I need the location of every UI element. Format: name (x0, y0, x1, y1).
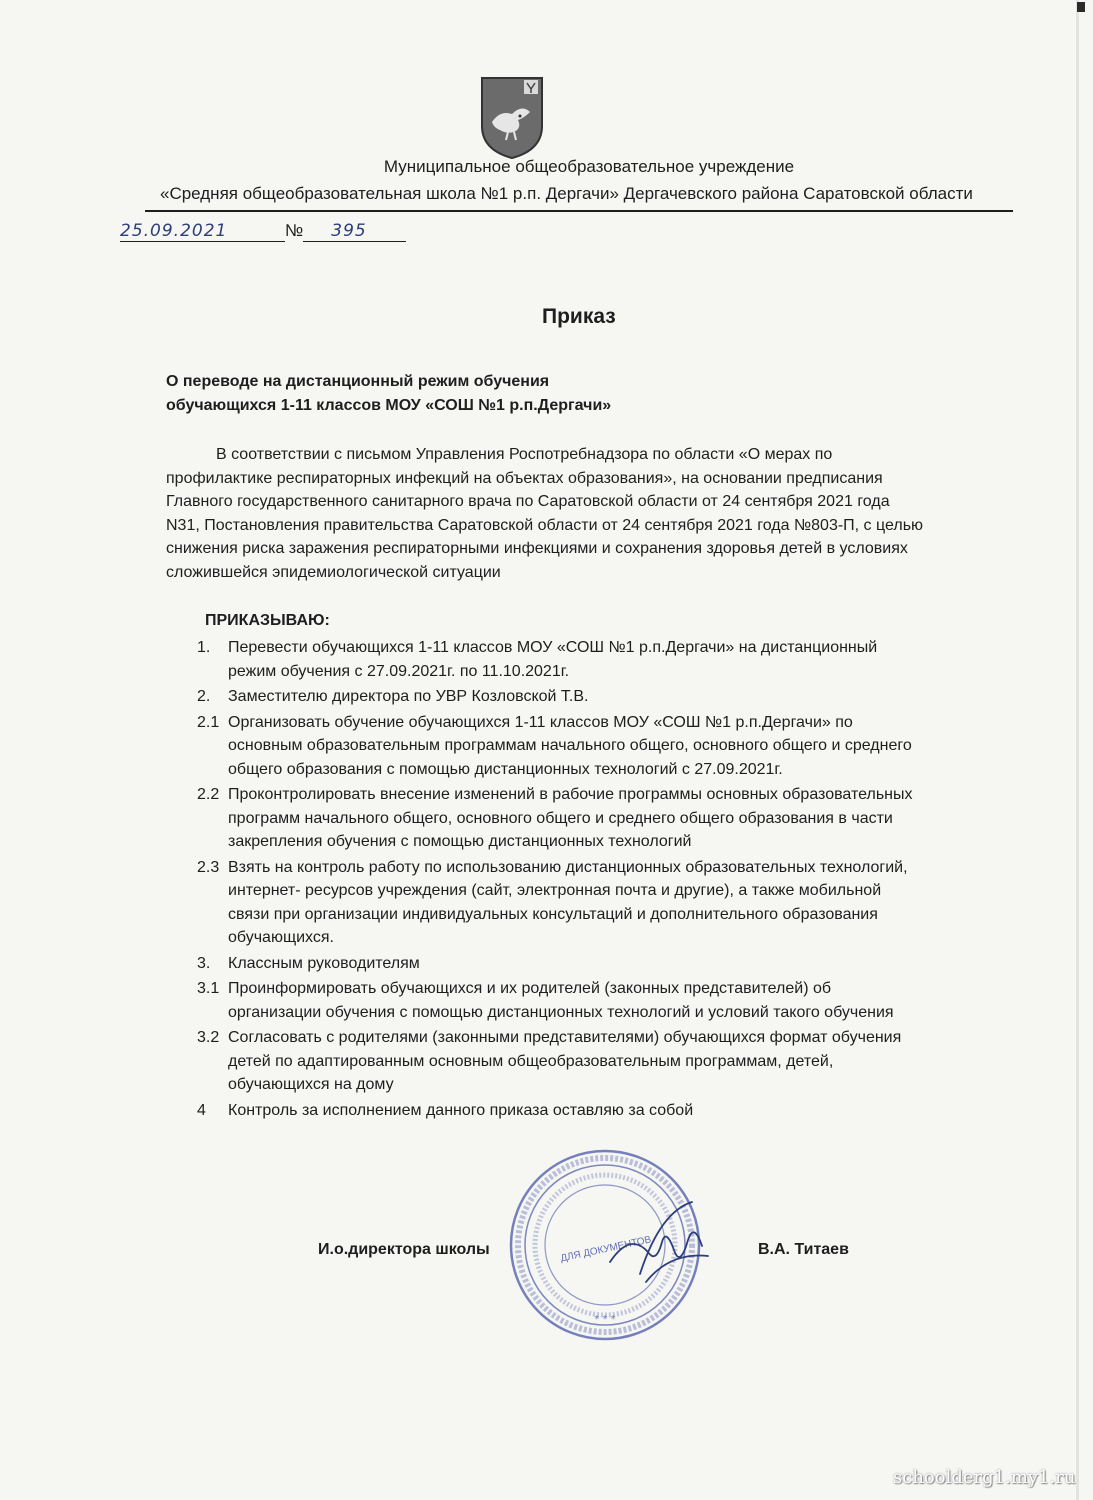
order-item-text (228, 952, 1093, 976)
order-item-line: обучающихся на дому (228, 1076, 394, 1093)
order-item-line: Перевести обучающихся 1-11 классов МОУ «СОШ №1 р.п.Дергачи» на дистанционный (228, 639, 878, 656)
order-item-number: 4 (197, 1101, 206, 1119)
preamble-line: снижения риска заражения респираторными инфекциями и сохранения здоровья детей в условиях (166, 540, 908, 557)
order-item-text (228, 856, 1093, 950)
order-item-number: 3.2 (197, 1029, 220, 1046)
handwritten-signature-icon (600, 1192, 720, 1312)
order-date-field (120, 221, 285, 242)
order-date: 25.09.2021 (120, 221, 228, 241)
order-item-line: детей по адаптированным основным общеобразовательным программам, детей, (228, 1052, 834, 1070)
order-item (0, 783, 1093, 854)
order-item-number: 2.1 (197, 713, 220, 731)
order-item-number: 3.1 (197, 980, 220, 997)
preamble-line: сложившейся эпидемиологической ситуации (166, 563, 501, 581)
order-item (0, 685, 1093, 709)
organization-name: «Средняя общеобразовательная школа №1 р.п. Дергачи» Дергачевского района Саратовской области (160, 184, 973, 203)
order-item-text (228, 1099, 1093, 1123)
order-item-line: Контроль за исполнением данного приказа оставляю за собой (228, 1101, 694, 1119)
order-item (0, 636, 1093, 683)
order-item-line: режим обучения с 27.09.2021г. по 11.10.2021г. (228, 662, 570, 680)
order-number-field (303, 221, 406, 242)
site-watermark: schoolderg1.my1.ru (893, 1467, 1076, 1488)
seal-center-text: ДЛЯ ДОКУМЕНТОВ (559, 1234, 653, 1265)
order-item-number: 2. (197, 688, 211, 705)
order-item-line: обучающихся. (228, 929, 334, 946)
order-item (0, 977, 1093, 1024)
order-item-line: Взять на контроль работу по использованию дистанционных образовательных технологий, (228, 858, 908, 876)
order-item-line: закрепления обучения с помощью дистанционных технологий (228, 833, 692, 850)
order-item-line: Организовать обучение обучающихся 1-11 классов МОУ «СОШ №1 р.п.Дергачи» по (228, 713, 853, 731)
order-item-text (228, 783, 1093, 854)
preamble (166, 443, 923, 584)
order-item-number: 2.2 (197, 786, 220, 803)
order-item-text (228, 711, 1093, 782)
order-item-line: Согласовать с родителями (законными представителями) обучающихся формат обучения (228, 1029, 902, 1046)
order-item-line: связи при организации индивидуальных консультаций и дополнительного образования (228, 905, 878, 923)
order-item-number: 3. (197, 954, 211, 972)
preamble-line: N31, Постановления правительства Саратовской области от 24 сентября 2021 года №803-П, с целью (166, 516, 924, 534)
number-label: № (285, 221, 304, 240)
order-items-list (0, 636, 1093, 1124)
order-item-line: программ начального общего, основного общего и среднего общего образования в части (228, 809, 893, 827)
order-item-text (228, 977, 1093, 1024)
order-item-number: 2.3 (197, 858, 220, 876)
header-divider (145, 210, 1013, 212)
order-item-line: Проинформировать обучающихся и их родителей (законных представителей) об (228, 980, 832, 997)
order-item-line: интернет- ресурсов учреждения (сайт, электронная почта и другие), а также мобильной (228, 882, 882, 899)
preamble-line: Главного государственного санитарного врача по Саратовской области от 24 сентября 2021 года (166, 493, 890, 510)
order-number: 395 (331, 221, 367, 241)
document-title: Приказ (542, 305, 616, 328)
coat-of-arms-icon (478, 74, 546, 160)
order-item-line: основным образовательным программам начального общего, основного общего и среднего (228, 737, 912, 754)
preamble-line: профилактике респираторных инфекций на объектах образования», на основании предписания (166, 469, 883, 487)
scan-corner-mark (1077, 2, 1085, 12)
preamble-line: В соответствии с письмом Управления Роспотребнадзора по области «О мерах по (216, 446, 833, 463)
organization-type: Муниципальное общеобразовательное учреждение (383, 157, 795, 176)
signatory-role: И.о.директора школы (318, 1241, 490, 1258)
subject-line: обучающихся 1-11 классов МОУ «СОШ №1 р.п.Дергачи» (166, 397, 612, 414)
order-item-line: Заместителю директора по УВР Козловской Т.В. (228, 688, 589, 705)
order-item-text (228, 636, 1093, 683)
signatory-name: В.А. Титаев (758, 1241, 849, 1258)
order-item-number: 1. (197, 639, 211, 656)
svg-text:* * *: * * * (594, 1314, 616, 1325)
order-item-text (228, 685, 1093, 709)
subject-line: О переводе на дистанционный режим обучения (166, 373, 550, 390)
order-item-text (228, 1026, 1093, 1097)
order-item (0, 1099, 1093, 1123)
order-item (0, 856, 1093, 950)
order-item (0, 952, 1093, 976)
order-heading: ПРИКАЗЫВАЮ: (205, 612, 330, 629)
order-item-line: общего образования с помощью дистанционных технологий с 27.09.2021г. (228, 760, 783, 778)
order-date-number (120, 221, 406, 242)
order-item-line: организации обучения с помощью дистанционных технологий и условий такого обучения (228, 1003, 894, 1021)
order-item-line: Классным руководителям (228, 954, 420, 972)
order-subject (166, 370, 611, 418)
order-item-line: Проконтролировать внесение изменений в рабочие программы основных образовательных (228, 786, 913, 803)
order-item (0, 1026, 1093, 1097)
order-item (0, 711, 1093, 782)
